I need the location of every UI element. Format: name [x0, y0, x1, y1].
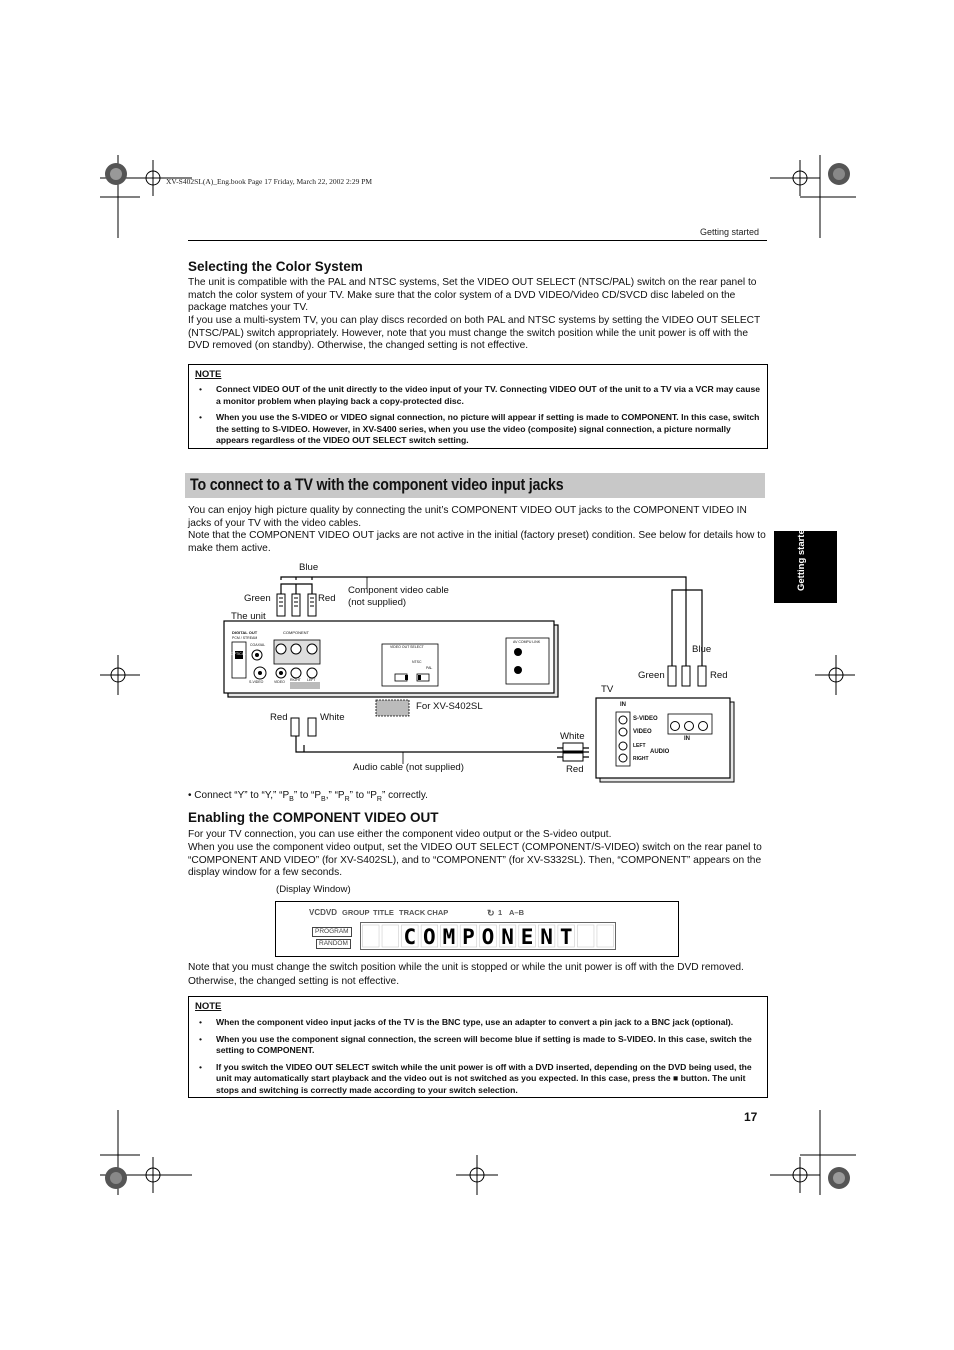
segment-char: C: [403, 925, 417, 949]
connect-note-text: ” correctly.: [381, 790, 428, 801]
label-white-audio: White: [320, 712, 345, 723]
note-title: NOTE: [195, 369, 222, 380]
display-repeat: 1: [498, 908, 503, 917]
note-title: NOTE: [195, 1001, 222, 1012]
label-red-unit: Red: [318, 593, 336, 604]
connect-note: [188, 790, 428, 803]
label-red-tv: Red: [710, 670, 728, 681]
segment-char: P: [462, 925, 475, 949]
label-optical: OPTICAL: [231, 652, 246, 656]
connect-note-text: ” to “P: [349, 790, 377, 801]
label-digital-out: DIGITAL OUT: [232, 630, 258, 635]
segment-cell: [577, 925, 594, 947]
label-audio-cable: Audio cable (not supplied): [353, 762, 464, 773]
connect-note-text: ,” “P: [325, 790, 345, 801]
label-right: RIGHT: [290, 678, 301, 682]
list-item: • When you use the component signal connection, the screen will become blue if setting is made to S-VIDEO. In this case, switch the setting to COMPONENT.: [199, 1034, 761, 1057]
segment-char: N: [501, 925, 514, 949]
segment-char: M: [442, 925, 456, 949]
note-box-2: [188, 996, 768, 1098]
label-green-tv: Green: [638, 670, 665, 681]
segment-char: E: [520, 925, 534, 949]
list-item: • If you switch the VIDEO OUT SELECT switch while the unit power is off with a DVD inserted, depending on the DVD being used, the unit may automatically start playback and the video out is not switched as you expected. In this case, press the ■ button. The unit stops and switching is correctly made according to your switch selection.: [199, 1062, 761, 1097]
unit-rear-panel: [224, 621, 558, 697]
segment-cell: [382, 925, 399, 947]
display-group: GROUP: [342, 908, 370, 917]
note-list-2: [199, 1017, 761, 1101]
segment-char: N: [540, 925, 553, 949]
enabling-title: Enabling the COMPONENT VIDEO OUT: [188, 810, 439, 825]
tv-label-video: VIDEO: [633, 729, 652, 735]
display-window: [275, 901, 679, 957]
list-item: • When the component video input jacks of the TV is the BNC type, use an adapter to convert a pin jack to a BNC jack (optional).: [199, 1017, 761, 1029]
display-vcdvd: VCDVD: [309, 908, 338, 917]
tv-label-left: LEFT: [633, 743, 646, 749]
connect-note-sub: B: [289, 796, 294, 803]
label-cable-1: Component video cable: [348, 585, 449, 596]
connect-note-text: • Connect “Y” to “Y,” “P: [188, 790, 290, 801]
tv-rear-panel: [596, 698, 734, 782]
label-cable-2: (not supplied): [348, 597, 407, 608]
list-item: • Connect VIDEO OUT of the unit directly to the video input of your TV. Connecting VIDEO OUT of the unit to a TV via a VCR may cause a monitor problem when playing back a copy-protected disc.: [199, 384, 761, 407]
segment-cell: [597, 925, 614, 947]
segment-text: [361, 923, 615, 949]
label-pal: PAL: [426, 666, 433, 670]
display-caption: (Display Window): [276, 884, 351, 895]
label-video-out-select: VIDEO OUT SELECT: [390, 645, 424, 649]
label-video: VIDEO: [274, 680, 285, 684]
tv-label-in2: IN: [684, 736, 690, 742]
label-svideo: S-VIDEO: [249, 680, 264, 684]
display-ab: A–B: [509, 908, 525, 917]
component-para1: You can enjoy high picture quality by connecting the unit’s COMPONENT VIDEO OUT jacks to the COMPONENT VIDEO IN jacks of your TV with the video cables.: [188, 505, 747, 529]
enabling-para2: When you use the component video output, set the VIDEO OUT SELECT (COMPONENT/S-VIDEO) switch on the rear panel to “COMPONENT AND VIDEO” (for XV-S402SL), and to “COMPONENT” (for XV-S332SL). Then, “COMPONENT” appears on the display window for a few seconds.: [188, 842, 762, 879]
label-component: COMPONENT: [283, 630, 309, 635]
tv-label-right: RIGHT: [633, 756, 649, 762]
connect-note-sub: B: [321, 796, 326, 803]
segment-char: T: [559, 925, 573, 949]
label-red-audio: Red: [270, 712, 288, 723]
banner-title: To connect to a TV with the component video input jacks: [190, 476, 564, 494]
color-system-para1: The unit is compatible with the PAL and NTSC systems, Set the VIDEO OUT SELECT (NTSC/PAL) switch on the rear panel to match the color system of your TV. Make sure that the color system of a DVD VIDEO/Video CD/SVCD disc labeled on the package matches your TV.: [188, 277, 757, 314]
file-info: XV-S402SL(A)_Eng.book Page 17 Friday, March 22, 2002 2:29 PM: [166, 177, 373, 186]
color-system-para2: If you use a multi-system TV, you can play discs recorded on both PAL and NTSC systems by setting the VIDEO OUT SELECT (NTSC/PAL) switch appropriately. However, note that you must change the switch position while the unit power is off with the DVD removed (on standby). Otherwise, the changed setting is not effective.: [188, 315, 761, 352]
label-tv: TV: [601, 684, 614, 695]
display-title: TITLE: [373, 908, 394, 917]
tv-label-in: IN: [620, 702, 626, 708]
color-system-title: Selecting the Color System: [188, 259, 363, 274]
label-left: LEFT: [307, 678, 316, 682]
label-red-tv-audio: Red: [566, 764, 584, 775]
repeat-icon: ↻: [487, 908, 495, 918]
display-random: RANDOM: [316, 939, 351, 949]
display-chap: CHAP: [427, 908, 449, 917]
connect-note-sub: R: [376, 796, 382, 803]
list-item: • When you use the S-VIDEO or VIDEO signal connection, no picture will appear if setting is made to COMPONENT. In this case, switch the setting to S-VIDEO. However, in XV-S400 series, when you use the video (composite) signal connection, a picture normally appears regardless of the VIDEO OUT SELECT switch setting.: [199, 412, 761, 447]
enabling-para3: Note that you must change the switch position while the unit is stopped or while the unit power is off with the DVD removed. Otherwise, the changed setting is not effective.: [188, 962, 744, 987]
connect-note-text: ” to “P: [293, 790, 322, 801]
segment-char: O: [423, 925, 436, 949]
enabling-para1: For your TV connection, you can use either the component video output or the S-video output.: [188, 829, 612, 840]
label-blue-tv: Blue: [692, 644, 712, 655]
display-program: PROGRAM: [312, 927, 352, 937]
label-ntsc: NTSC: [412, 660, 422, 664]
tv-label-audio: AUDIO: [650, 749, 670, 755]
display-track: TRACK: [399, 908, 426, 917]
label-pcm-stream: PCM / STREAM: [232, 636, 258, 640]
page-number: 17: [744, 1110, 758, 1124]
label-for-model: For XV-S402SL: [416, 701, 483, 712]
segment-display: [360, 922, 616, 950]
component-para2: Note that the COMPONENT VIDEO OUT jacks are not active in the initial (factory preset) condition. See below for details how to make them active.: [188, 530, 766, 554]
running-head: Getting started: [700, 227, 760, 237]
label-the-unit: The unit: [231, 611, 266, 622]
segment-cell: [363, 925, 380, 947]
label-blue-top: Blue: [299, 562, 319, 573]
label-coaxial: COAXIAL: [250, 643, 266, 647]
segment-char: O: [481, 925, 495, 949]
label-green-unit: Green: [244, 593, 271, 604]
tv-label-svideo: S-VIDEO: [633, 716, 658, 722]
side-tab-label: Getting started: [796, 523, 807, 591]
label-av-compu-link: AV COMPU LINK: [513, 640, 541, 644]
connect-note-sub: R: [344, 796, 350, 803]
label-white-tv: White: [560, 731, 585, 742]
